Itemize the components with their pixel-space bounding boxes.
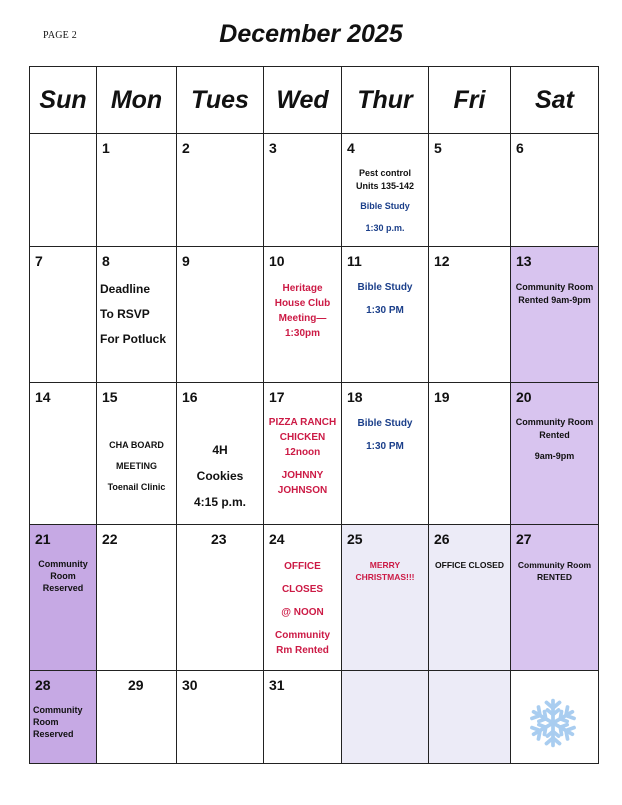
weekday-thur: Thur	[342, 67, 429, 134]
event-line: Room	[33, 717, 59, 727]
day-number: 30	[182, 677, 198, 693]
event-line: MEETING	[115, 461, 157, 471]
event-line: PIZZA RANCH	[268, 417, 337, 428]
day-cell-23	[177, 525, 264, 671]
day-cell-empty	[342, 671, 429, 764]
day-cell-1	[97, 134, 177, 247]
day-number: 2	[182, 140, 190, 156]
day-cell-19	[429, 383, 511, 525]
event-line: 4:15 p.m.	[193, 495, 247, 509]
week-row-2	[30, 247, 599, 383]
event-community-room	[514, 281, 595, 307]
day-number: 1	[102, 140, 110, 156]
day-cell-30	[177, 671, 264, 764]
page-label: PAGE 2	[43, 30, 77, 41]
event-merry-christmas	[345, 559, 425, 583]
day-number: 13	[516, 253, 532, 269]
event-line: For Potluck	[100, 332, 167, 346]
weekday-sat: Sat	[511, 67, 599, 134]
weekday-header-row	[30, 67, 599, 134]
event-line: Deadline	[100, 282, 151, 296]
day-number: 28	[35, 677, 51, 693]
day-cell-13	[511, 247, 599, 383]
event-community-rm-rented	[267, 628, 338, 658]
event-cha-board	[100, 435, 173, 498]
event-line: Pest control	[358, 168, 411, 178]
event-line: RENTED	[537, 572, 572, 582]
day-number: 23	[211, 531, 227, 547]
event-line: CHA BOARD	[109, 440, 164, 450]
day-cell-25	[342, 525, 429, 671]
day-number: 29	[128, 677, 144, 693]
day-number: 3	[269, 140, 277, 156]
day-number: 7	[35, 253, 43, 269]
event-line: OFFICE	[284, 561, 321, 572]
day-number: 8	[102, 253, 110, 269]
day-number: 18	[347, 389, 363, 405]
event-line: Toenail Clinic	[107, 482, 166, 492]
event-4h-cookies	[180, 437, 260, 515]
day-cell-empty	[30, 134, 97, 247]
event-line: 4H	[212, 443, 228, 457]
week-row-4	[30, 525, 599, 671]
event-line: JOHNNY	[281, 470, 324, 481]
day-number: 5	[434, 140, 442, 156]
event-line: Reserved	[42, 583, 84, 593]
snowflake-icon	[525, 695, 581, 751]
calendar-grid	[29, 66, 599, 764]
event-line: Community	[38, 559, 88, 569]
event-line: To RSVP	[100, 307, 150, 321]
day-number: 24	[269, 531, 285, 547]
event-line: Meeting—	[278, 313, 327, 324]
day-cell-20	[511, 383, 599, 525]
day-number: 17	[269, 389, 285, 405]
day-number: 12	[434, 253, 450, 269]
day-number: 6	[516, 140, 524, 156]
day-cell-27	[511, 525, 599, 671]
event-office-closes	[267, 555, 338, 624]
event-line: Community Room	[515, 417, 594, 427]
day-cell-empty	[429, 671, 511, 764]
event-line: 12noon	[284, 447, 321, 458]
event-line: 1:30pm	[284, 328, 320, 339]
event-line: Cookies	[196, 469, 244, 483]
day-cell-11	[342, 247, 429, 383]
event-bible-study: Bible Study	[357, 418, 413, 429]
day-number: 27	[516, 531, 532, 547]
day-cell-9	[177, 247, 264, 383]
day-number: 25	[347, 531, 363, 547]
day-number: 15	[102, 389, 118, 405]
week-row-3	[30, 383, 599, 525]
event-bible-study: Bible Study	[360, 201, 410, 211]
event-line: House Club	[274, 298, 331, 309]
event-line: CHRISTMAS!!!	[355, 572, 415, 582]
event-line: Rented	[539, 430, 570, 440]
day-cell-28	[30, 671, 97, 764]
day-cell-6	[511, 134, 599, 247]
event-line: Units 135-142	[355, 181, 415, 191]
day-cell-4	[342, 134, 429, 247]
day-cell-7	[30, 247, 97, 383]
day-number: 4	[347, 140, 355, 156]
weekday-sun: Sun	[30, 67, 97, 134]
day-cell-2	[177, 134, 264, 247]
day-cell-5	[429, 134, 511, 247]
weekday-fri: Fri	[429, 67, 511, 134]
event-line: JOHNSON	[277, 485, 328, 496]
day-number: 11	[347, 253, 362, 269]
day-number: 26	[434, 531, 450, 547]
day-number: 19	[434, 389, 450, 405]
event-line: CLOSES	[281, 584, 324, 595]
weekday-wed: Wed	[264, 67, 342, 134]
day-cell-22	[97, 525, 177, 671]
event-line: Community	[275, 630, 330, 641]
event-line: Room	[50, 571, 76, 581]
event-line: Rented 9am-9pm	[518, 295, 591, 305]
event-heritage-house	[267, 281, 338, 341]
day-cell-31	[264, 671, 342, 764]
week-row-5	[30, 671, 599, 764]
day-number: 21	[35, 531, 51, 547]
day-cell-21	[30, 525, 97, 671]
event-time: 1:30 PM	[366, 441, 404, 452]
event-pest-control	[345, 167, 425, 193]
day-cell-15	[97, 383, 177, 525]
event-line: MERRY	[369, 560, 401, 570]
event-pizza-ranch	[267, 415, 338, 498]
event-line: CHICKEN	[279, 432, 326, 443]
day-cell-16	[177, 383, 264, 525]
day-cell-14	[30, 383, 97, 525]
event-time: 1:30 p.m.	[365, 223, 405, 233]
day-number: 20	[516, 389, 532, 405]
event-community-room	[514, 559, 595, 583]
event-time: 1:30 PM	[366, 305, 404, 316]
day-number: 22	[102, 531, 118, 547]
day-cell-26	[429, 525, 511, 671]
day-number: 14	[35, 389, 51, 405]
week-row-1	[30, 134, 599, 247]
day-number: 10	[269, 253, 285, 269]
page-title: December 2025	[219, 20, 403, 48]
event-line: Community Room	[515, 282, 594, 292]
event-line: Community Room	[517, 560, 592, 570]
day-cell-empty	[511, 671, 599, 764]
event-office-closed: OFFICE CLOSED	[435, 560, 504, 570]
event-rsvp-deadline	[100, 277, 173, 352]
event-community-room	[33, 558, 93, 594]
event-line: Reserved	[33, 729, 74, 739]
day-number: 31	[269, 677, 285, 693]
day-cell-12	[429, 247, 511, 383]
event-community-room	[33, 704, 93, 740]
weekday-tues: Tues	[177, 67, 264, 134]
event-bible-study: Bible Study	[357, 282, 413, 293]
event-line: @ NOON	[281, 607, 324, 618]
day-number: 16	[182, 389, 198, 405]
day-cell-3	[264, 134, 342, 247]
day-cell-10	[264, 247, 342, 383]
day-cell-17	[264, 383, 342, 525]
event-line: Community	[33, 705, 83, 715]
day-cell-24	[264, 525, 342, 671]
day-number: 9	[182, 253, 190, 269]
event-line: Rm Rented	[276, 645, 329, 656]
event-community-room	[514, 416, 595, 463]
day-cell-18	[342, 383, 429, 525]
day-cell-8	[97, 247, 177, 383]
day-cell-29	[97, 671, 177, 764]
weekday-mon: Mon	[97, 67, 177, 134]
event-line: 9am-9pm	[534, 451, 575, 461]
event-line: Heritage	[282, 283, 323, 294]
